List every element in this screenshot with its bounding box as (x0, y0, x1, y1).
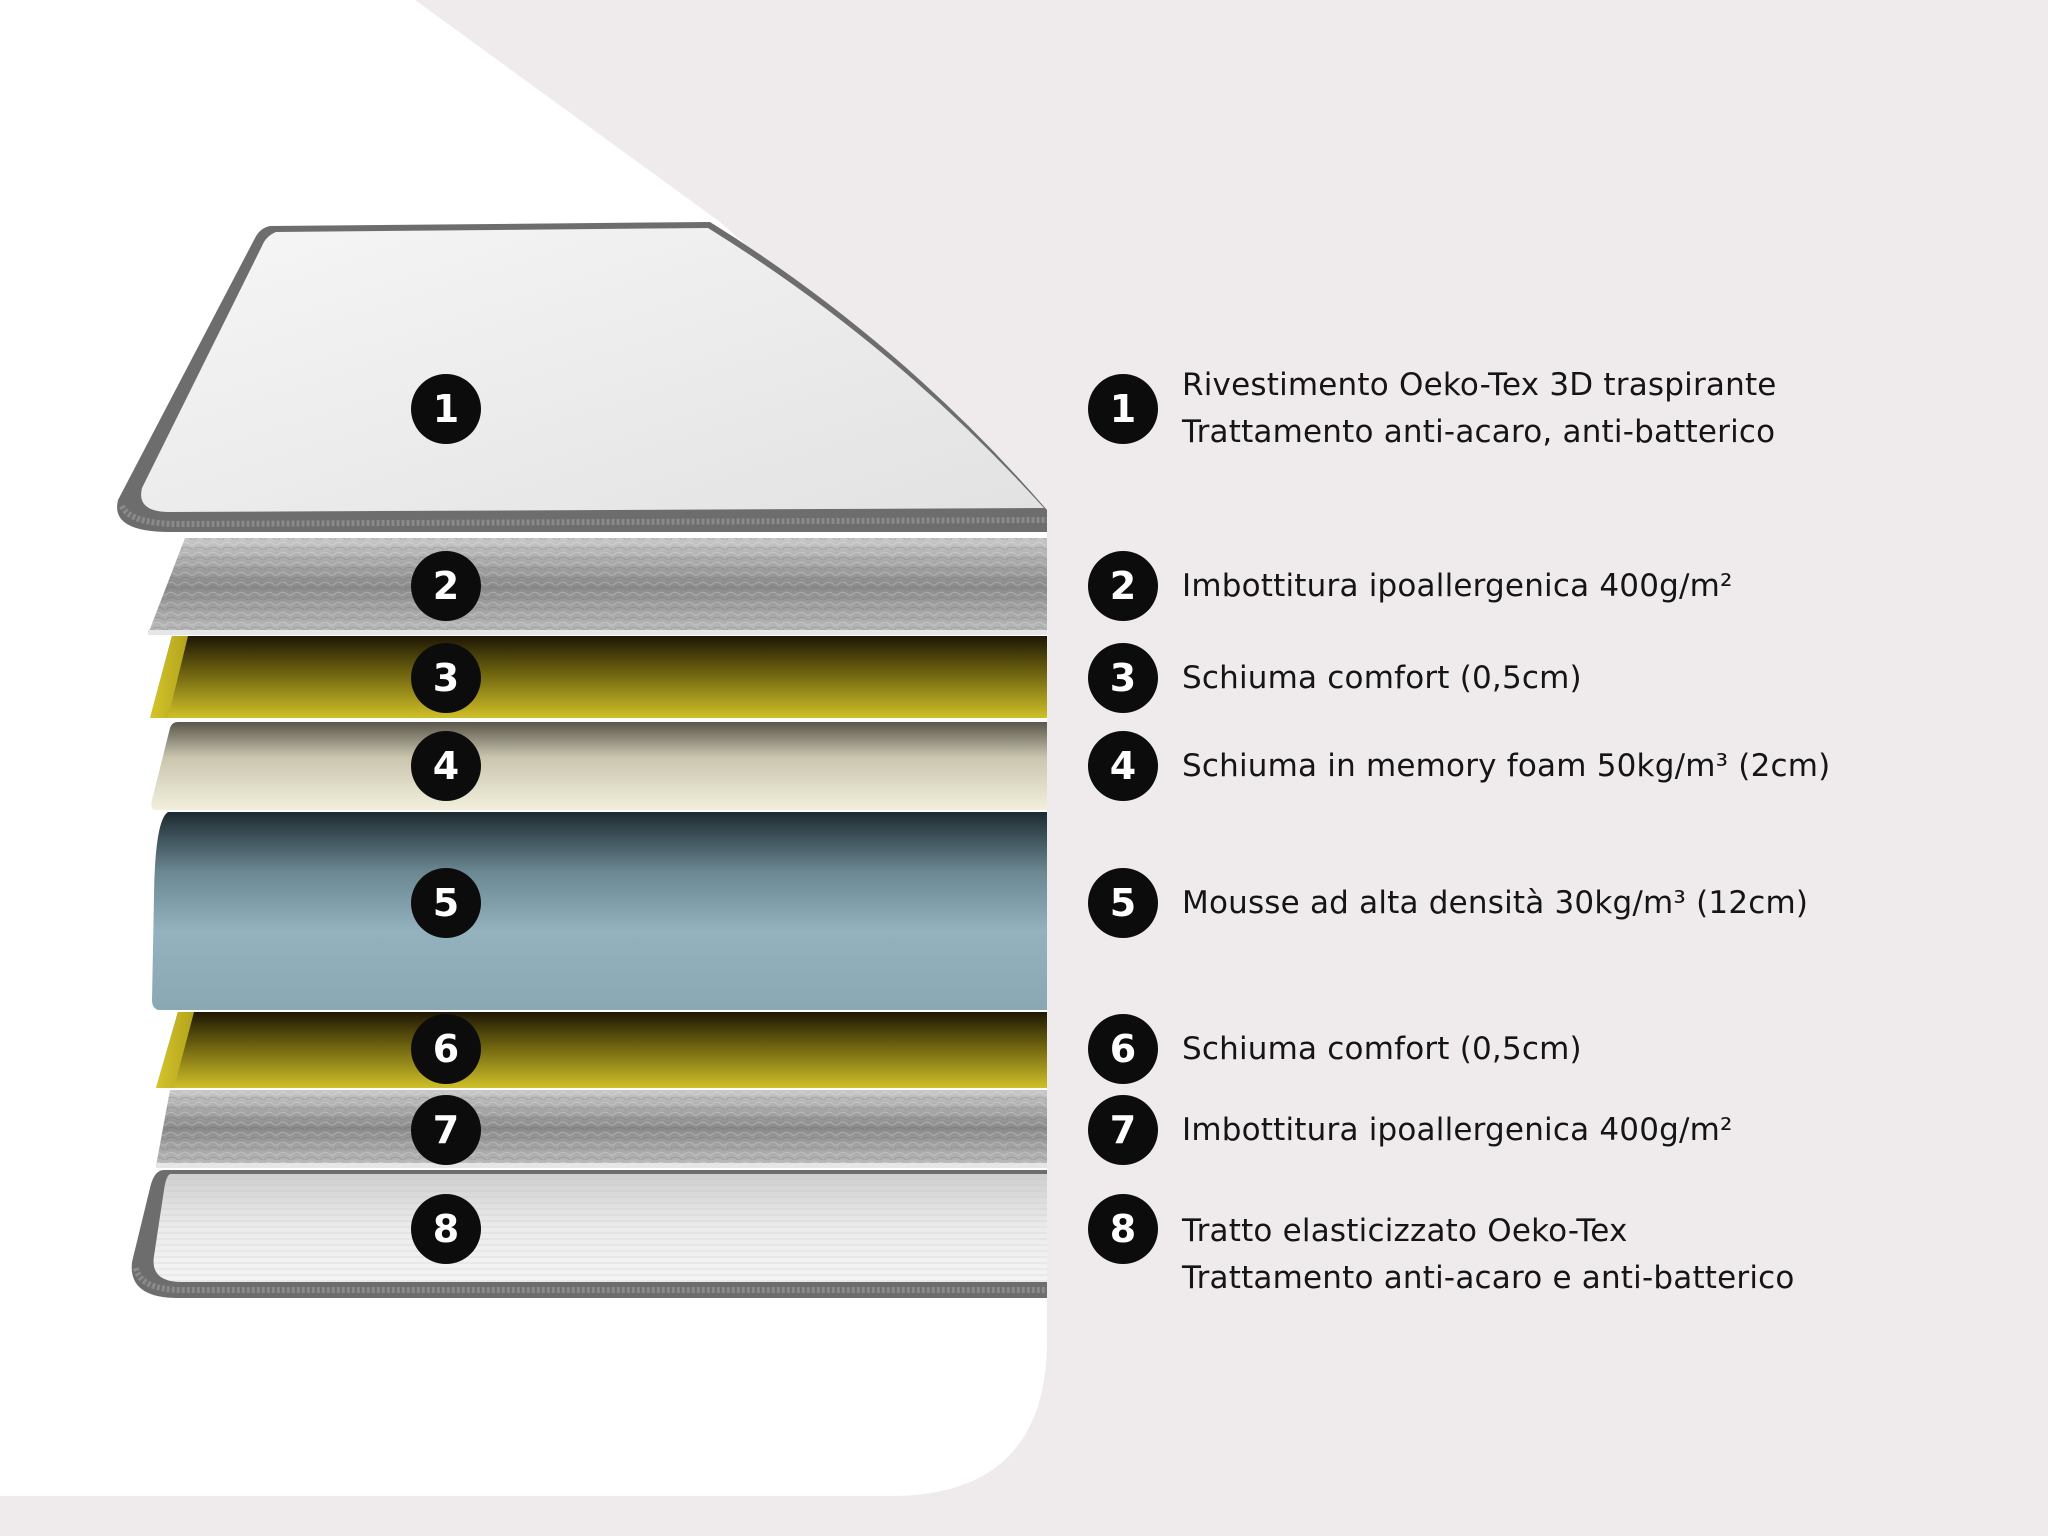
legend-text-8-line-1: Tratto elasticizzato Oeko-Tex (1182, 1213, 1628, 1249)
legend-badge-5: 5 (1088, 868, 1158, 938)
layer-2-edge (148, 630, 1047, 635)
legend-badge-1: 1 (1088, 374, 1158, 444)
legend-badge-2: 2 (1088, 551, 1158, 621)
illustration-badge-1: 1 (411, 374, 481, 444)
layer-8-bottom-cover-knit (154, 1174, 1047, 1282)
legend-text-8 (1182, 1208, 1795, 1302)
layer-5-blue-foam-shape (152, 812, 1047, 1010)
illustration-badge-4: 4 (411, 731, 481, 801)
legend-badge-7: 7 (1088, 1095, 1158, 1165)
legend-text-4-line-1: Schiuma in memory foam 50kg/m³ (2cm) (1182, 748, 1831, 784)
legend-text-5 (1182, 880, 1808, 927)
legend-badge-8: 8 (1088, 1194, 1158, 1264)
illustration-badge-5: 5 (411, 868, 481, 938)
legend-badge-3: 3 (1088, 643, 1158, 713)
legend-text-1-line-1: Rivestimento Oeko-Tex 3D traspirante (1182, 367, 1777, 403)
legend-badge-4: 4 (1088, 731, 1158, 801)
legend-text-2 (1182, 563, 1733, 610)
legend-text-8-line-2: Trattamento anti-acaro e anti-batterico (1182, 1260, 1795, 1296)
legend-text-5-line-1: Mousse ad alta densità 30kg/m³ (12cm) (1182, 885, 1809, 921)
illustration-badge-7: 7 (411, 1095, 481, 1165)
legend-text-6-line-1: Schiuma comfort (0,5cm) (1182, 1031, 1582, 1067)
layer-2-fiber-texture (148, 538, 1047, 634)
legend-text-4 (1182, 743, 1830, 790)
illustration-badge-2: 2 (411, 551, 481, 621)
legend-text-2-line-1: Imbottitura ipoallergenica 400g/m² (1182, 568, 1733, 604)
layer-4-memory-foam-shape (151, 722, 1047, 810)
legend-text-3 (1182, 655, 1582, 702)
legend-text-6 (1182, 1026, 1582, 1073)
legend-text-1-line-2: Trattamento anti-acaro, anti-batterico (1182, 414, 1776, 450)
layer-7-edge (156, 1163, 1047, 1168)
legend-text-7-line-1: Imbottitura ipoallergenica 400g/m² (1182, 1112, 1733, 1148)
layer-7-fiber-texture (156, 1090, 1047, 1166)
legend-text-1 (1182, 362, 1777, 456)
layer-6-yellow-foam-shape (156, 1012, 1047, 1088)
illustration-badge-8: 8 (411, 1194, 481, 1264)
legend-text-3-line-1: Schiuma comfort (0,5cm) (1182, 660, 1582, 696)
illustration-badge-6: 6 (411, 1014, 481, 1084)
legend-text-7 (1182, 1107, 1733, 1154)
layer-3-yellow-foam-shape (150, 636, 1047, 718)
illustration-badge-3: 3 (411, 643, 481, 713)
legend-badge-6: 6 (1088, 1014, 1158, 1084)
